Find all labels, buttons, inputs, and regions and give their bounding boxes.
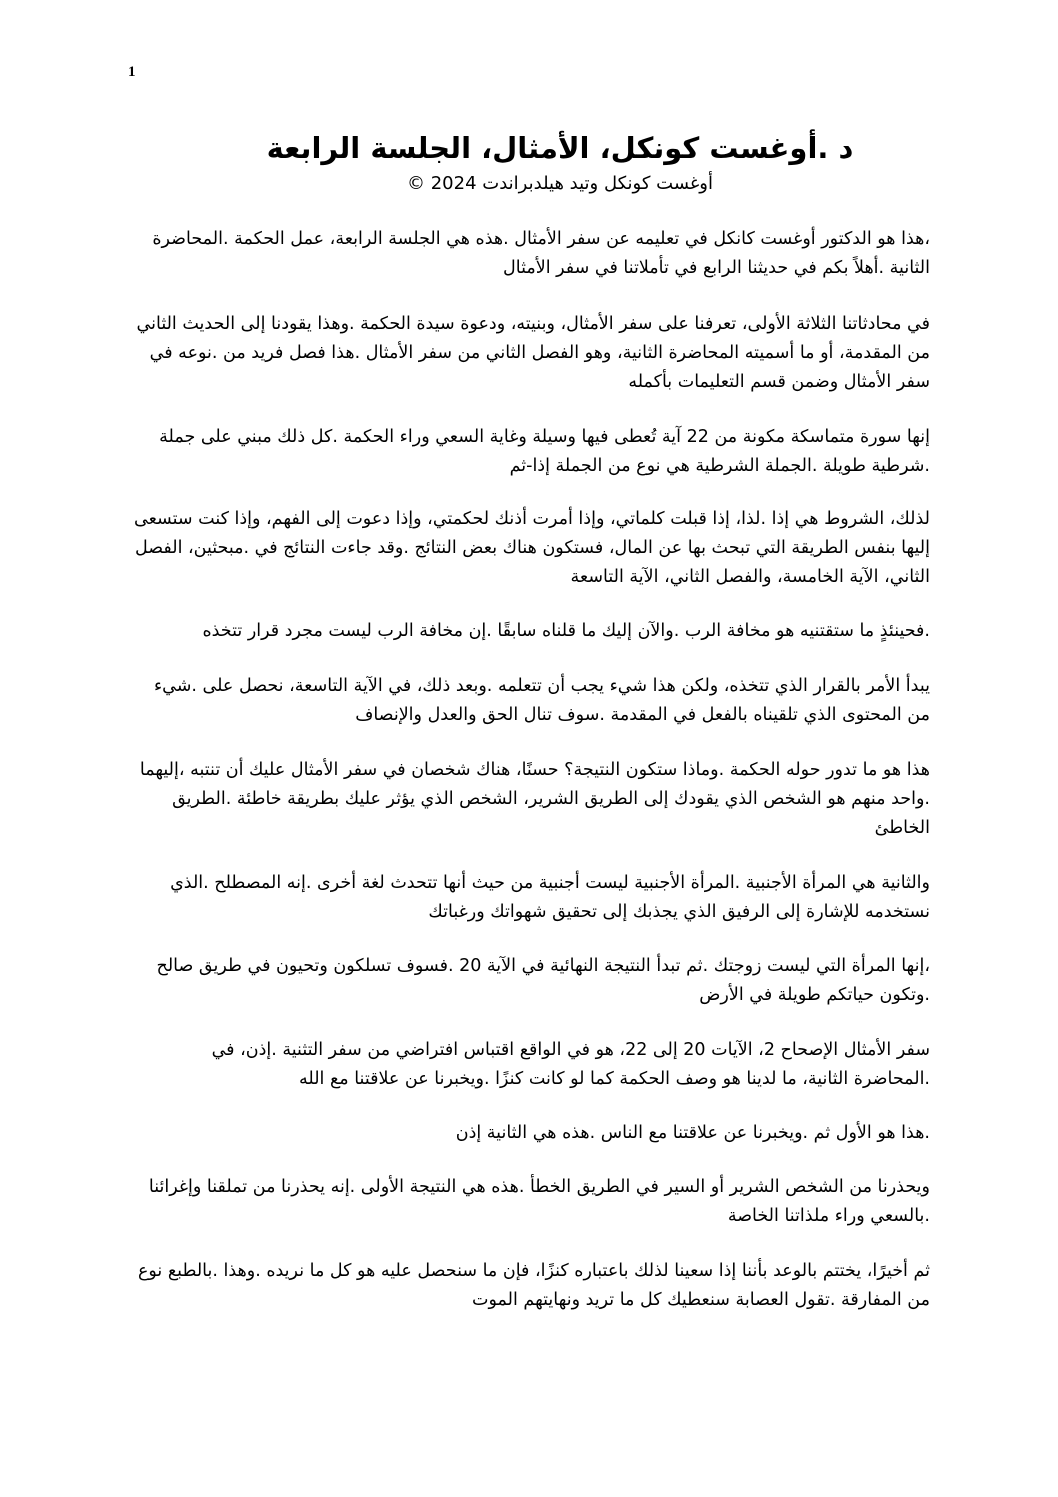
paragraph: في محادثاتنا الثلاثة الأولى، تعرفنا على سفر الأمثال، وبنيته، ودعوة سيدة الحكمة .وهذا يقودنا إلى الحديث الثاني من المقدمة، أو ما أسميته المحاضرة الثانية، وهو الفصل الثاني من سفر الأمثال .هذا فصل فريد من .نوعه في سفر الأمثال وضمن قسم التعليمات بأكمله (136, 314, 930, 392)
paragraph: .فحينئذٍ ما ستقتنيه هو مخافة الرب .والآن إليك ما قلناه سابقًا .إن مخافة الرب ليست مجرد قرار تتخذه (202, 621, 930, 641)
paragraph: سفر الأمثال الإصحاح 2، الآيات 20 إلى 22، هو في الواقع اقتباس افتراضي من سفر التثنية .إذن، في .المحاضرة الثانية، ما لدينا هو وصف الحكمة كما لو كانت كنزًا .ويخبرنا عن علاقتنا مع الله (211, 1040, 930, 1089)
paragraph: لذلك، الشروط هي إذا .لذا، إذا قبلت كلماتي، وإذا أمرت أذنك لحكمتي، وإذا دعوت إلى الفهم، وإذا كنت ستسعى إليها بنفس الطريقة التي تبحث بها عن المال، فستكون هناك بعض النتائج .وقد جاءت النتائج في .مبحثين، الفصل الثاني، الآية الخامسة، والفصل الثاني، الآية التاسعة (133, 509, 930, 587)
copyright-line: أوغست كونكل وتيد هيلدبراندت 2024 © (407, 173, 713, 194)
paragraph: والثانية هي المرأة الأجنبية .المرأة الأجنبية ليست أجنبية من حيث أنها تتحدث لغة أخرى .إنه المصطلح .الذي نستخدمه للإشارة إلى الرفيق الذي يجذبك إلى تحقيق شهواتك ورغباتك (170, 873, 930, 922)
paragraph: ،إنها المرأة التي ليست زوجتك .ثم تبدأ النتيجة النهائية في الآية 20 .فسوف تسلكون وتحيون في طريق صالح .وتكون حياتكم طويلة في الأرض (156, 956, 930, 1005)
paragraph: هذا هو ما تدور حوله الحكمة .وماذا ستكون النتيجة؟ حسنًا، هناك شخصان في سفر الأمثال عليك أن تنتبه ،إليهما .واحد منهم هو الشخص الذي يقودك إلى الطريق الشرير، الشخص الذي يؤثر عليك بطريقة خاطئة .الطريق الخاطئ (139, 760, 930, 838)
page-number: 1 (128, 64, 136, 80)
paragraph: يبدأ الأمر بالقرار الذي تتخذه، ولكن هذا شيء يجب أن تتعلمه .وبعد ذلك، في الآية التاسعة، نحصل على .شيء من المحتوى الذي تلقيناه بالفعل في المقدمة .سوف تنال الحق والعدل والإنصاف (153, 676, 930, 725)
paragraph: ويحذرنا من الشخص الشرير أو السير في الطريق الخطأ .هذه هي النتيجة الأولى .إنه يحذرنا من تملقنا وإغرائنا .بالسعي وراء ملذاتنا الخاصة (148, 1177, 930, 1226)
paragraph: ،هذا هو الدكتور أوغست كانكل في تعليمه عن سفر الأمثال .هذه هي الجلسة الرابعة، عمل الحكمة .المحاضرة الثانية .أهلاً بكم في حديثنا الرابع في تأملاتنا في سفر الأمثال (152, 229, 930, 278)
page-title: د .أوغست كونكل، الأمثال، الجلسة الرابعة (266, 131, 854, 165)
paragraph: إنها سورة متماسكة مكونة من 22 آية تُعطى فيها وسيلة وغاية السعي وراء الحكمة .كل ذلك مبني على جملة .شرطية طويلة .الجملة الشرطية هي نوع من الجملة إذا-ثم (159, 427, 930, 476)
paragraph: .هذا هو الأول ثم .ويخبرنا عن علاقتنا مع الناس .هذه هي الثانية إذن (455, 1123, 930, 1143)
paragraph: ثم أخيرًا، يختتم بالوعد بأننا إذا سعينا لذلك باعتباره كنزًا، فإن ما سنحصل عليه هو كل ما نريده .وهذا .بالطبع نوع من المفارقة .تقول العصابة سنعطيك كل ما تريد ونهايتهم الموت (137, 1261, 930, 1310)
